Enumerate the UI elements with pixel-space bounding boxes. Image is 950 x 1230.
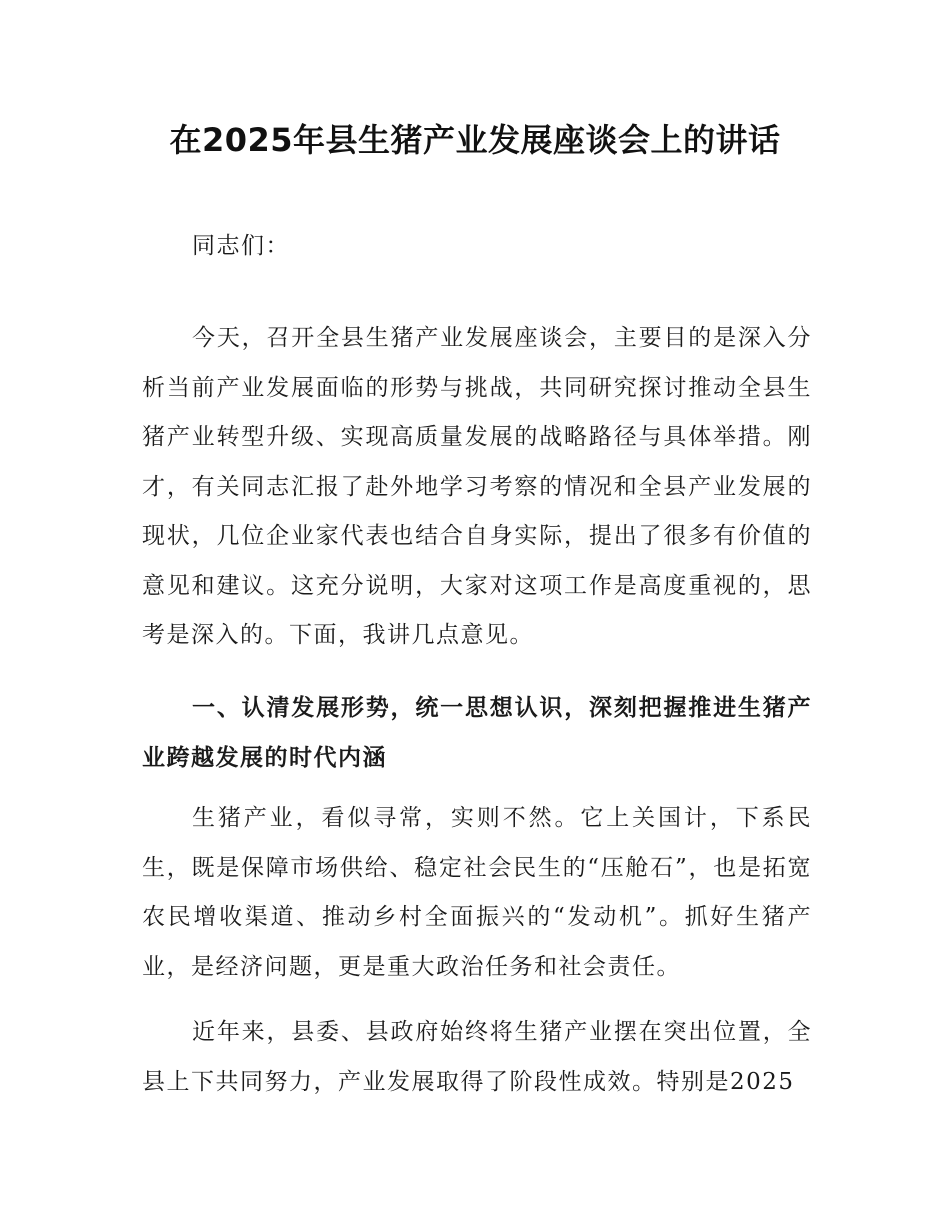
paragraph-3: 近年来，县委、县政府始终将生猪产业摆在突出位置，全县上下共同努力，产业发展取得了阶段性成效。特别是2025 — [142, 1019, 812, 1095]
salutation: 同志们： — [192, 233, 290, 259]
section-heading-1: 一、认清发展形势，统一思想认识，深刻把握推进生猪产业跨越发展的时代内涵 — [142, 695, 812, 771]
paragraph-intro: 今天，召开全县生猪产业发展座谈会，主要目的是深入分析当前产业发展面临的形势与挑战，共同研究探讨推动全县生猪产业转型升级、实现高质量发展的战略路径与具体举措。刚才，有关同志汇报了赴外地学习考察的情况和全县产业发展的现状，几位企业家代表也结合自身实际，提出了很多有价值的意见和建议。这充分说明，大家对这项工作是高度重视的，思考是深入的。下面，我讲几点意见。 — [142, 325, 812, 648]
paragraph-2: 生猪产业，看似寻常，实则不然。它上关国计，下系民生，既是保障市场供给、稳定社会民生的“压舱石”，也是拓宽农民增收渠道、推动乡村全面振兴的“发动机”。抓好生猪产业，是经济问题，更是重大政治任务和社会责任。 — [142, 805, 812, 980]
document-title: 在2025年县生猪产业发展座谈会上的讲话 — [169, 121, 781, 159]
